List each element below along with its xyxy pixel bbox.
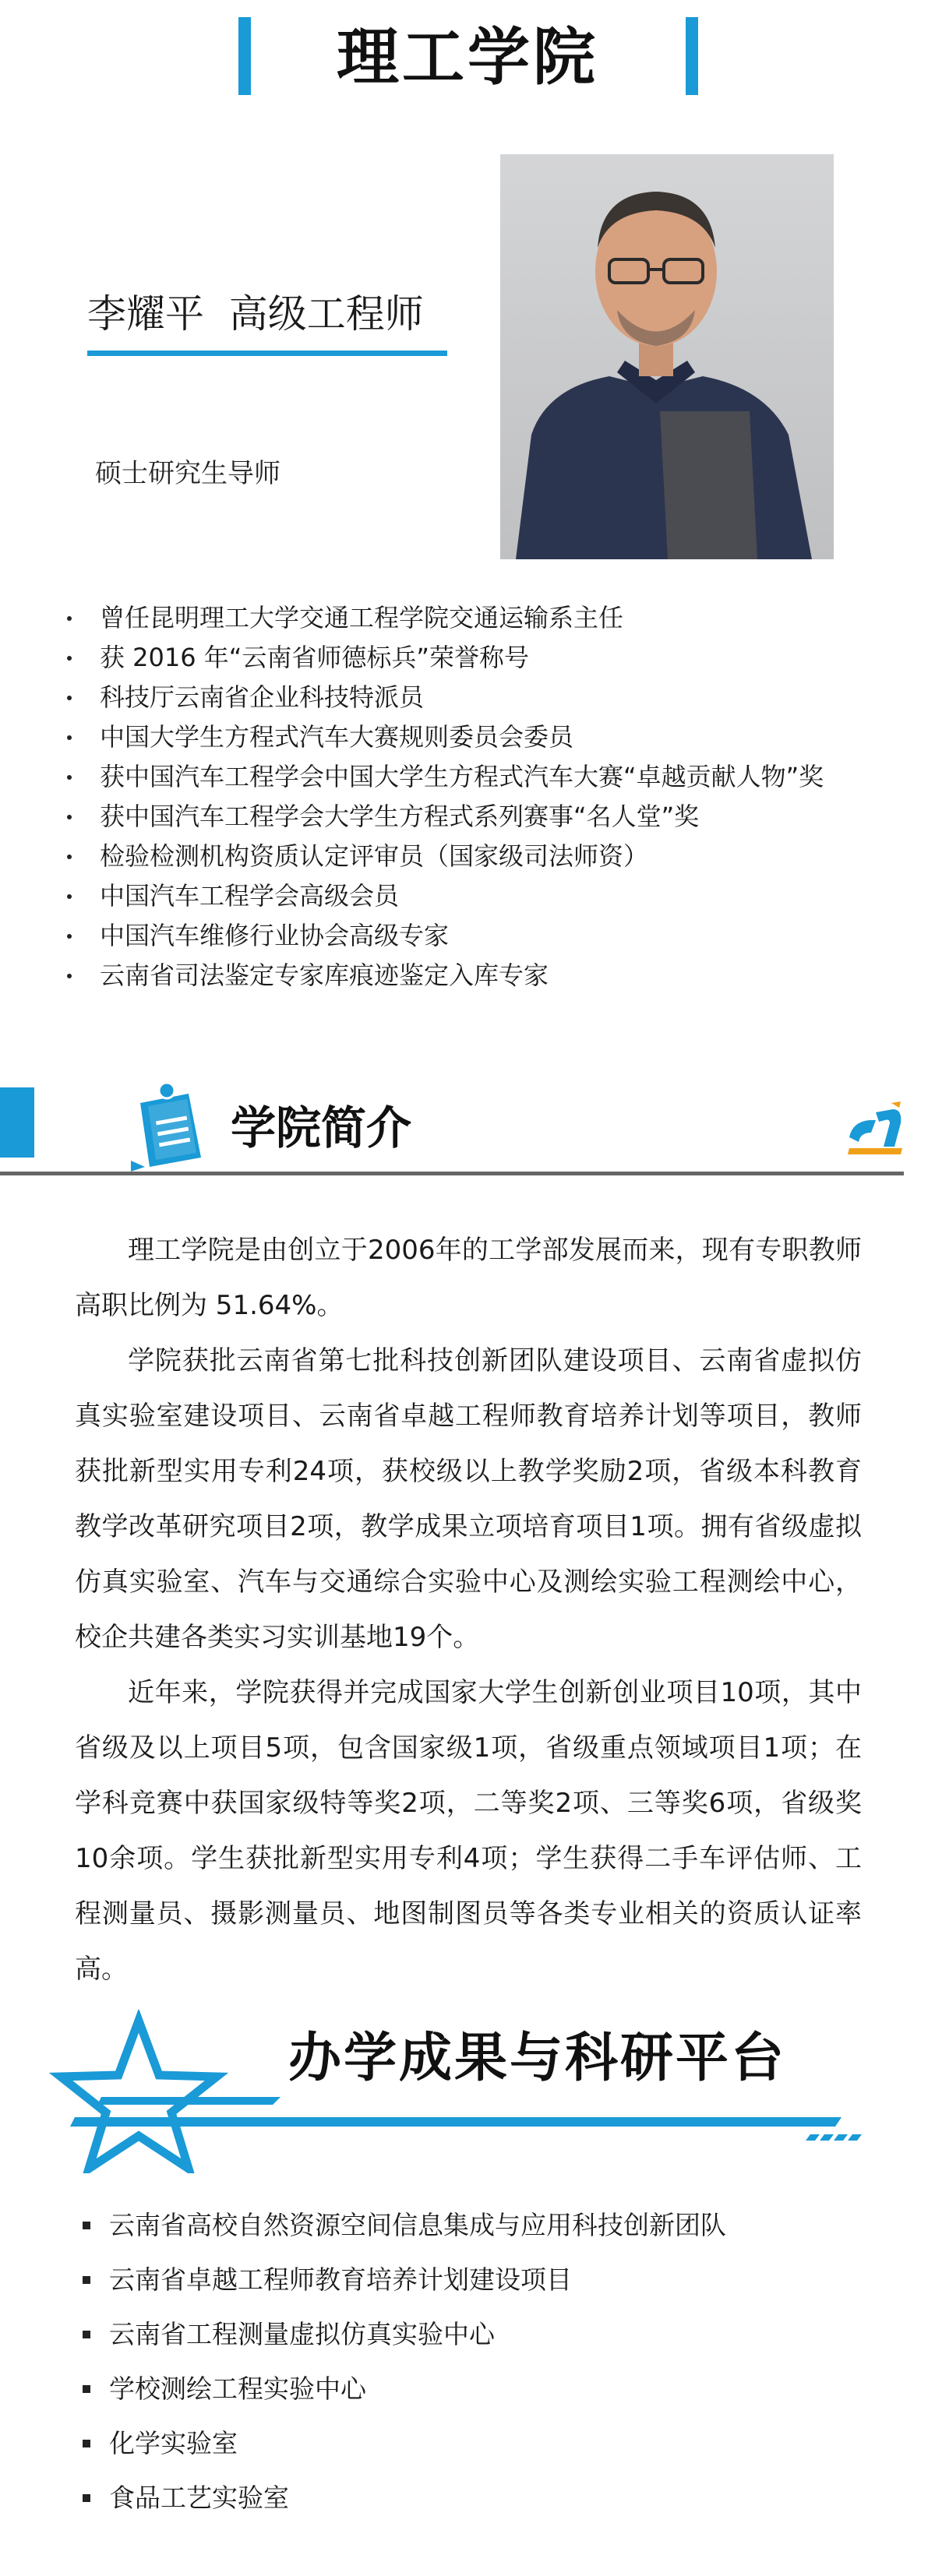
list-item: 云南省卓越工程师教育培养计划建设项目	[78, 2253, 857, 2307]
teacher-name-title: 李耀平 高级工程师	[87, 291, 424, 337]
intro-paragraph: 近年来，学院获得并完成国家大学生创新创业项目10项，其中省级及以上项目5项，包含国家级1项，省级重点领域项目1项；在学科竞赛中获国家级特等奖2项，二等奖2项、三等奖6项，省级奖10余项。学生获批新型实用专利4项；学生获得二手车评估师、工程测量员、摄影测量员、地图制图员等各类专业相关的资质认证率高。	[75, 1677, 862, 1985]
teacher-role: 硕士研究生导师	[95, 458, 280, 489]
title-bar-right	[686, 17, 698, 95]
section-divider	[0, 1172, 904, 1175]
section-accent-bar	[0, 1087, 34, 1158]
bullet-icon	[83, 2331, 90, 2338]
bullet-icon	[67, 894, 72, 899]
list-item: 中国汽车工程学会高级会员	[61, 876, 926, 916]
bullet-icon	[83, 2440, 90, 2447]
person-photo	[500, 154, 834, 559]
list-item: 获中国汽车工程学会中国大学生方程式汽车大赛“卓越贡献人物”奖	[61, 757, 926, 797]
list-item: 获 2016 年“云南省师德标兵”荣誉称号	[61, 638, 926, 678]
intro-section-header	[0, 1080, 935, 1196]
list-item: 云南省司法鉴定专家库痕迹鉴定入库专家	[61, 956, 926, 996]
honors-list	[61, 598, 926, 996]
intro-paragraph: 学院获批云南省第七批科技创新团队建设项目、云南省虚拟仿真实验室建设项目、云南省卓越工程师教育培养计划等项目，教师获批新型实用专利24项，获校级以上教学奖励2项，省级本科教育教学改革研究项目2项，教学成果立项培育项目1项。拥有省级虚拟仿真实验室、汽车与交通综合实验中心及测绘实验工程测绘中心，校企共建各类实习实训基地19个。	[75, 1345, 862, 1653]
list-item: 学校测绘工程实验中心	[78, 2362, 857, 2416]
bullet-icon	[67, 815, 72, 819]
bullet-icon	[67, 735, 72, 740]
bullet-icon	[83, 2276, 90, 2284]
intro-heading: 学院简介	[231, 1101, 412, 1154]
list-item: 食品工艺实验室	[78, 2471, 857, 2525]
list-item: 曾任昆明理工大学交通工程学院交通运输系主任	[61, 598, 926, 638]
bullet-icon	[67, 974, 72, 978]
bullet-icon	[83, 2222, 90, 2229]
bullet-icon	[67, 775, 72, 780]
achievements-heading: 办学成果与科研平台	[288, 2028, 787, 2089]
college-title-block	[0, 11, 935, 97]
bullet-icon	[67, 616, 72, 621]
name-underline	[87, 351, 447, 356]
college-logo-icon	[845, 1098, 907, 1161]
page-title: 理工学院	[337, 21, 598, 93]
bullet-icon	[67, 934, 72, 939]
achievements-section-header	[0, 2010, 935, 2173]
list-item: 中国汽车维修行业协会高级专家	[61, 916, 926, 956]
bullet-icon	[83, 2494, 90, 2502]
list-item: 获中国汽车工程学会大学生方程式系列赛事“名人堂”奖	[61, 797, 926, 837]
bullet-icon	[67, 696, 72, 700]
list-item: 云南省高校自然资源空间信息集成与应用科技创新团队	[78, 2198, 857, 2253]
achievements-list	[78, 2198, 857, 2525]
list-item: 检验检测机构资质认定评审员（国家级司法师资）	[61, 837, 926, 876]
list-item: 中国大学生方程式汽车大赛规则委员会委员	[61, 717, 926, 757]
list-item: 科技厅云南省企业科技特派员	[61, 678, 926, 717]
bullet-icon	[83, 2385, 90, 2393]
list-item: 云南省工程测量虚拟仿真实验中心	[78, 2307, 857, 2362]
intro-body	[75, 1223, 862, 1997]
list-item: 化学实验室	[78, 2416, 857, 2471]
intro-paragraph: 理工学院是由创立于2006年的工学部发展而来，现有专职教师高职比例为 51.64%。	[75, 1235, 862, 1321]
document-icon	[126, 1080, 212, 1173]
bullet-icon	[67, 656, 72, 661]
bullet-icon	[67, 855, 72, 859]
